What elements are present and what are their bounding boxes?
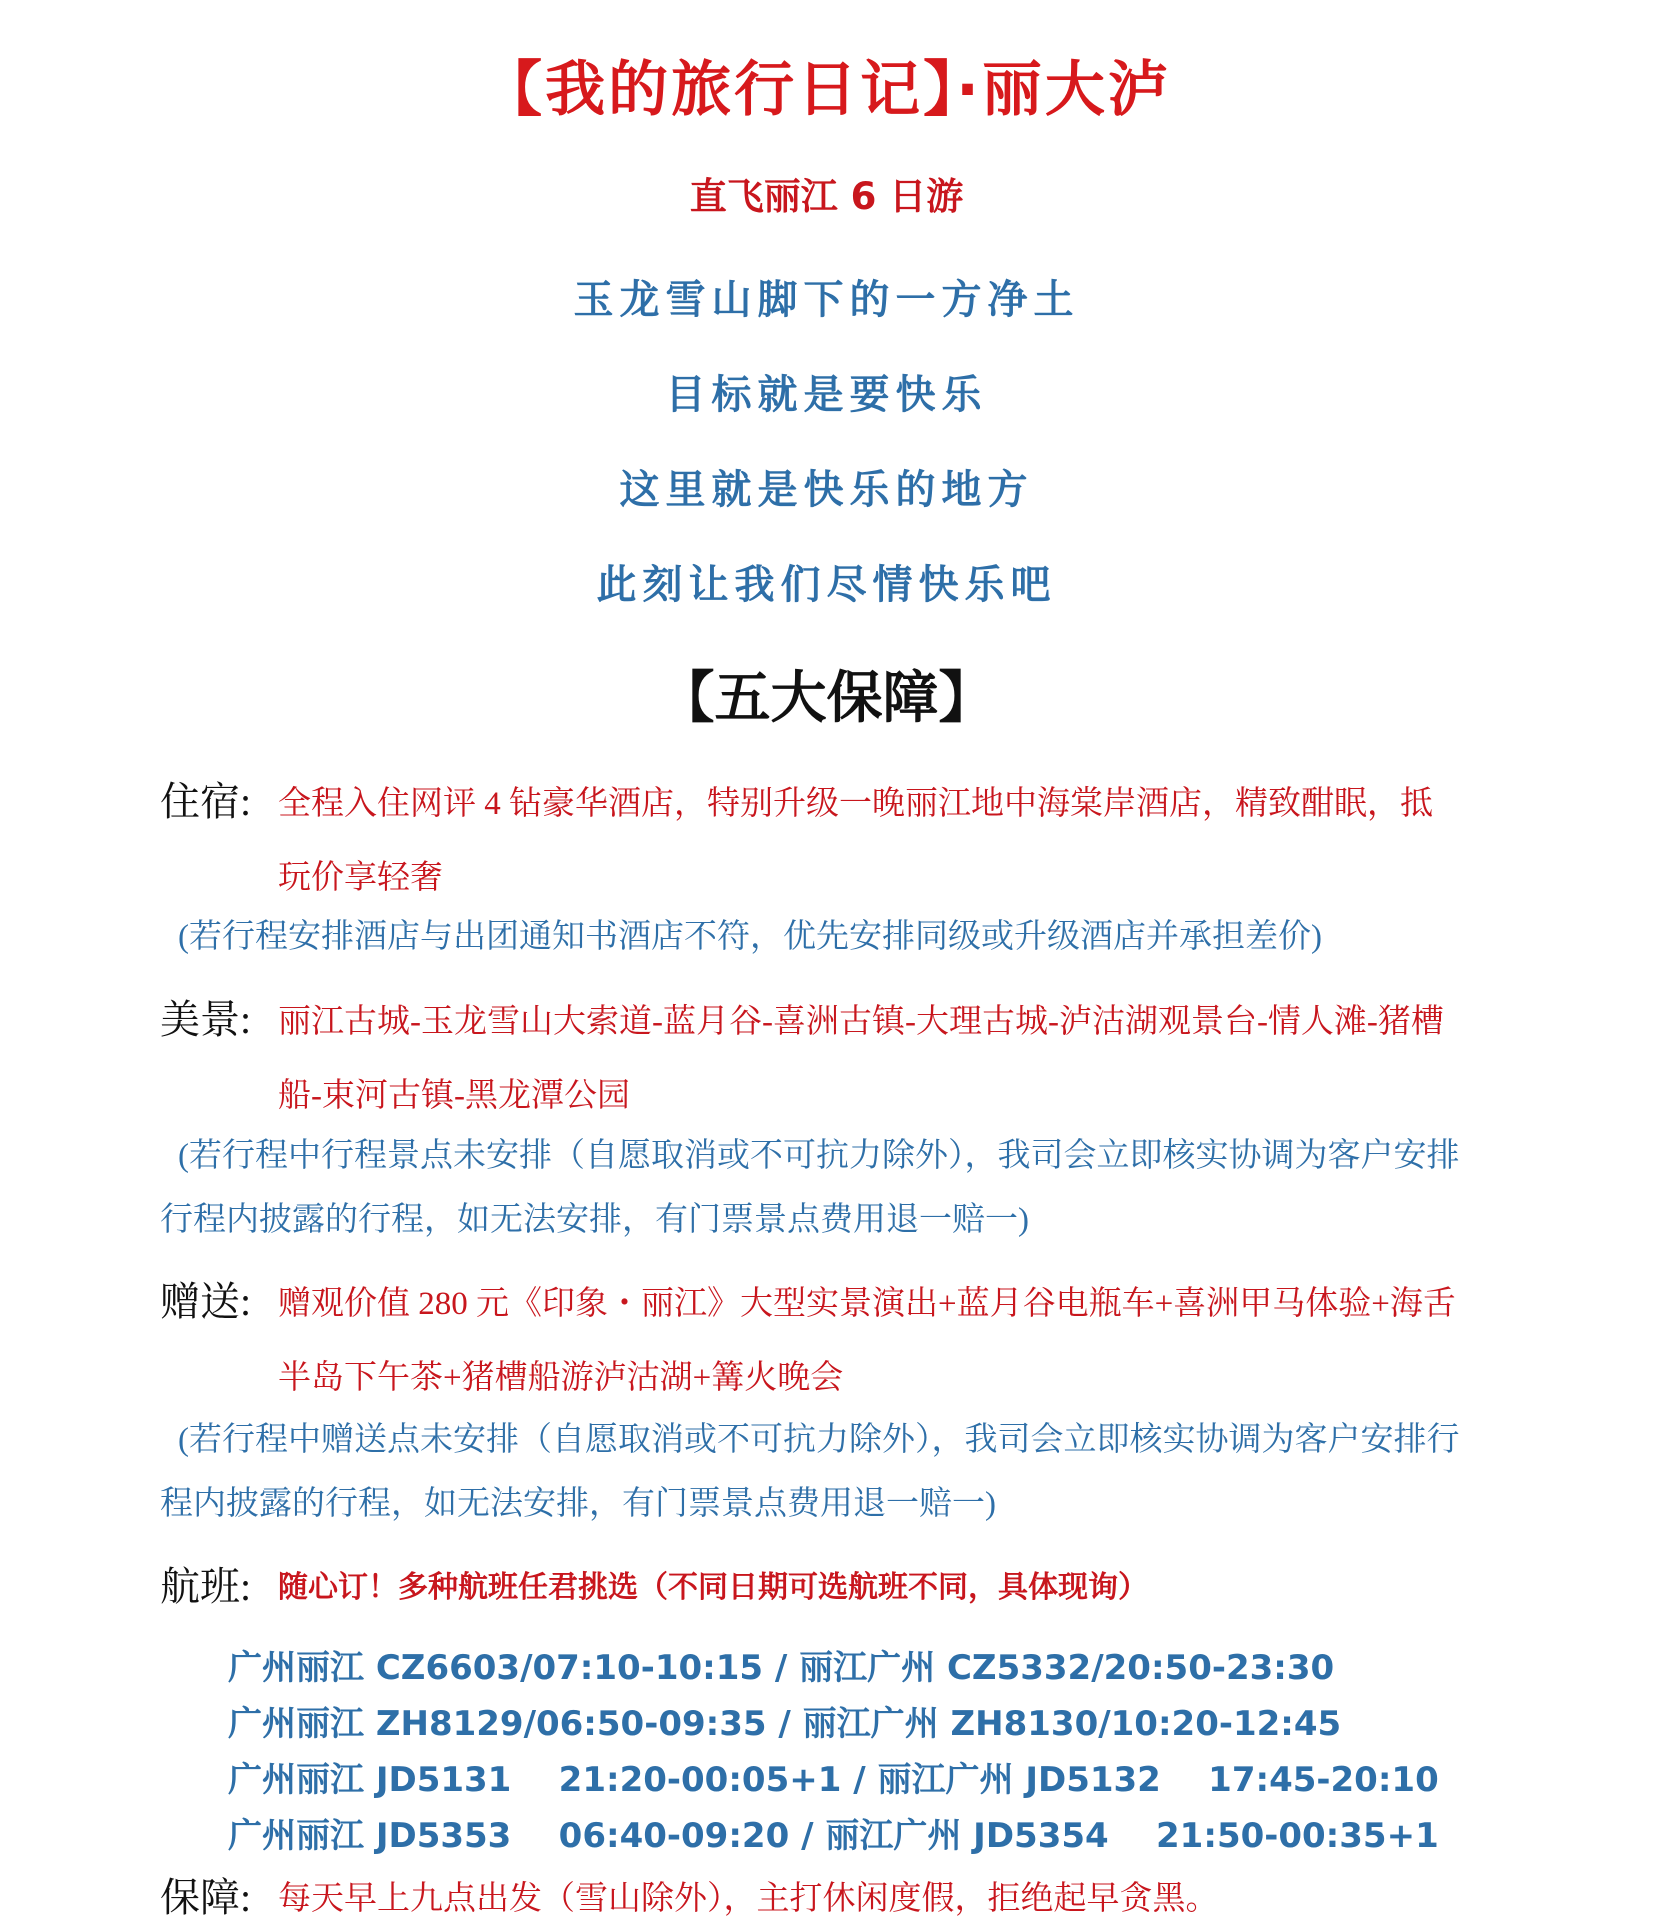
slogan-line: 目标就是要快乐	[665, 372, 988, 417]
slogan-line: 玉龙雪山脚下的一方净土	[573, 277, 1080, 322]
flight-row: 广州丽江 CZ6603/07:10-10:15 / 丽江广州 CZ5332/20:50-23:30	[228, 1648, 1335, 1688]
guarantee-text: 每天早上九点出发（雪山除外），主打休闲度假，拒绝起早贪黑。	[278, 1881, 1219, 1917]
flight-row: 广州丽江 JD5131 21:20-00:05+1 / 丽江广州 JD5132 17:45-20:10	[228, 1760, 1439, 1800]
guarantee-label: 保障:	[160, 1875, 252, 1920]
lodging-label: 住宿:	[160, 779, 252, 824]
flight-list	[228, 1640, 1439, 1864]
flight-row: 广州丽江 JD5353 06:40-09:20 / 丽江广州 JD5354 21:50-00:35+1	[228, 1816, 1439, 1856]
flights-label: 航班:	[160, 1564, 252, 1609]
slogan-line: 这里就是快乐的地方	[619, 467, 1034, 512]
page-subtitle: 直飞丽江 6 日游	[689, 175, 964, 218]
slogan-line: 此刻让我们尽情快乐吧	[596, 562, 1057, 607]
gifts-label: 赠送:	[160, 1279, 252, 1324]
section-title: 【五大保障】	[658, 666, 995, 731]
gifts-text: 赠观价值 280 元《印象・丽江》大型实景演出+蓝月谷电瓶车+喜洲甲马体验+海舌半岛下午茶+猪槽船游泸沽湖+篝火晚会	[278, 1286, 1456, 1396]
lodging-text: 全程入住网评 4 钻豪华酒店，特别升级一晚丽江地中海棠岸酒店，精致酣眠，抵玩价享轻奢	[278, 786, 1433, 896]
page-title: 【我的旅行日记】·丽大泸	[482, 55, 1171, 125]
gifts-note: (若行程中赠送点未安排（自愿取消或不可抗力除外），我司会立即核实协调为客户安排行程内披露的行程，如无法安排，有门票景点费用退一赔一)	[160, 1422, 1460, 1522]
scenery-label: 美景:	[160, 997, 252, 1042]
flight-row: 广州丽江 ZH8129/06:50-09:35 / 丽江广州 ZH8130/10:20-12:45	[228, 1704, 1342, 1744]
slogan-list	[0, 270, 1653, 650]
scenery-text: 丽江古城-玉龙雪山大索道-蓝月谷-喜洲古镇-大理古城-泸沽湖观景台-情人滩-猪槽船-束河古镇-黑龙潭公园	[278, 1004, 1444, 1114]
scenery-note: (若行程中行程景点未安排（自愿取消或不可抗力除外），我司会立即核实协调为客户安排行程内披露的行程，如无法安排，有门票景点费用退一赔一)	[160, 1138, 1460, 1238]
lodging-note: (若行程安排酒店与出团通知书酒店不符，优先安排同级或升级酒店并承担差价)	[178, 919, 1322, 955]
flights-headline: 随心订！多种航班任君挑选（不同日期可选航班不同，具体现询）	[278, 1570, 1148, 1605]
